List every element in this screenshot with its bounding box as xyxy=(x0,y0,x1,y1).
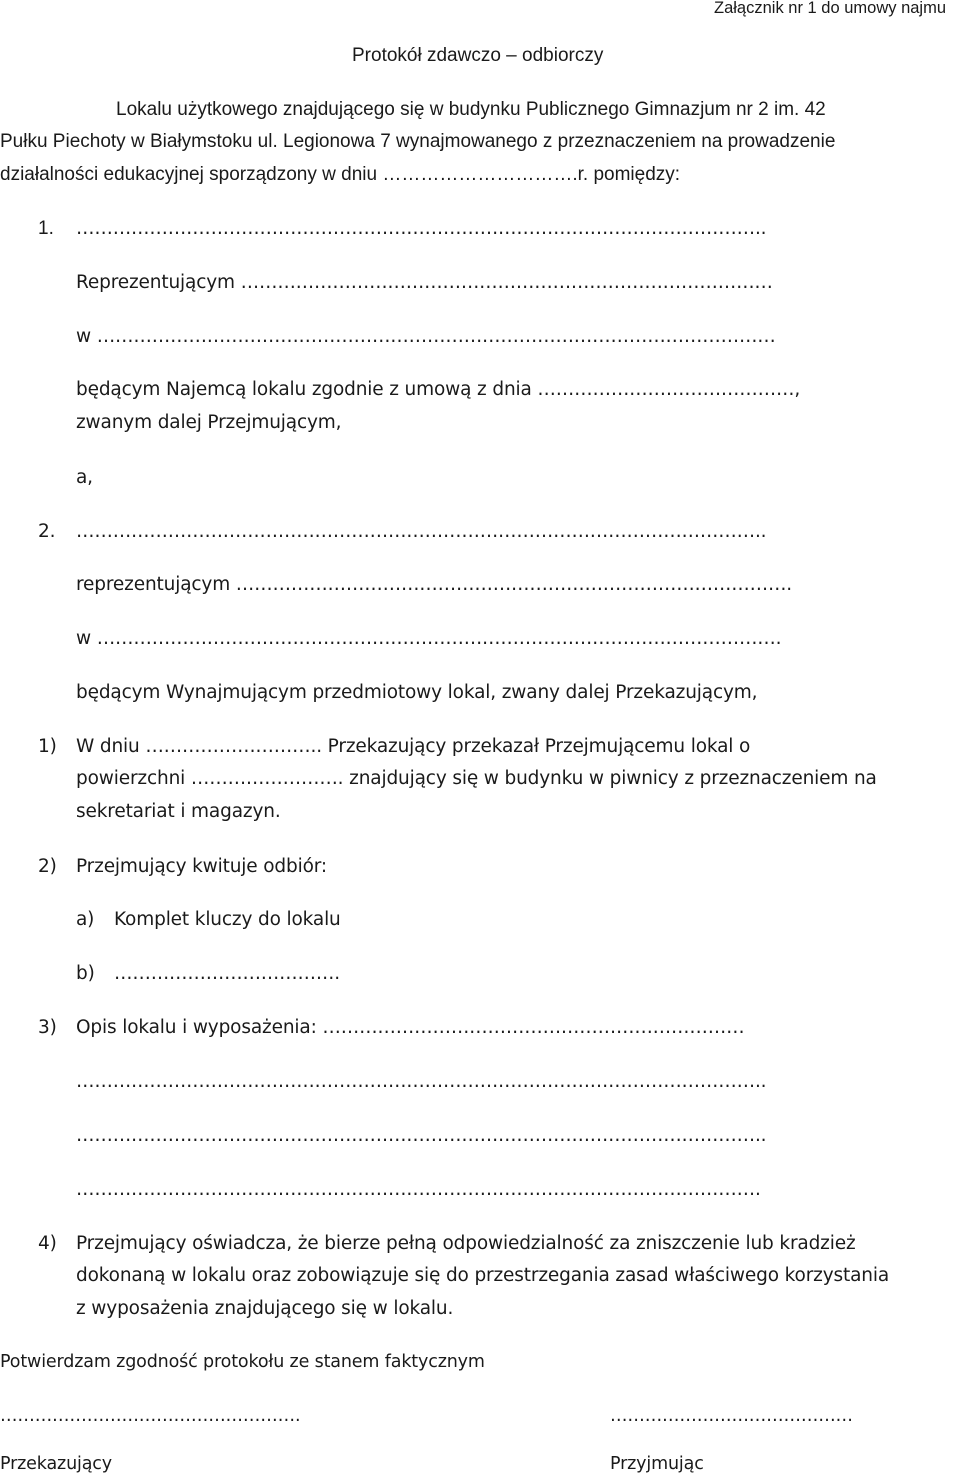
item2-a-text: Komplet kluczy do lokalu xyxy=(114,909,341,930)
item1-line-2: powierzchni ……………………. znajdujący się w budynku w piwnicy z przeznaczeniem na xyxy=(76,768,877,789)
party2-name-field: ………………………………………………………………………………………………….. xyxy=(76,521,767,542)
confirmation-text: Potwierdzam zgodność protokołu ze stanem faktycznym xyxy=(0,1352,485,1372)
document-title: Protokół zdawczo – odbiorczy xyxy=(352,45,604,66)
item4-line-2: dokonaną w lokalu oraz zobowiązuje się do przestrzegania zasad właściwego korzystania xyxy=(76,1265,890,1286)
item3-dots-3: …………………………………………………………………………………………………. xyxy=(76,1179,761,1200)
party1-role-line-1: będącym Najemcą lokalu zgodnie z umową z dnia ……………………………………, xyxy=(76,379,801,400)
party1-location: w ………………………………………………………………………………………………… xyxy=(76,326,776,347)
item1-number: 1) xyxy=(38,736,57,757)
intro-line-3: działalności edukacyjnej sporządzony w dniu ………………………….r. pomiędzy: xyxy=(0,164,681,185)
item4-line-3: z wyposażenia znajdującego się w lokalu. xyxy=(76,1298,454,1319)
party1-name-field: ………………………………………………………………………………………………….. xyxy=(76,218,767,239)
signature-line-right: …………………………………… xyxy=(610,1406,853,1426)
item2-b-text: ………………………………. xyxy=(114,963,340,984)
intro-line-1: Lokalu użytkowego znajdującego się w budynku Publicznego Gimnazjum nr 2 im. 42 xyxy=(116,99,826,120)
item2-text: Przejmujący kwituje odbiór: xyxy=(76,856,327,877)
annex-note: Załącznik nr 1 do umowy najmu xyxy=(714,0,947,17)
party1-role-line-2: zwanym dalej Przejmującym, xyxy=(76,412,342,433)
item2-b-label: b) xyxy=(76,963,95,984)
item2-a-label: a) xyxy=(76,909,95,930)
signature-line-left: ……………………………………………. xyxy=(0,1406,301,1426)
item1-line-3: sekretariat i magazyn. xyxy=(76,801,281,822)
item3-text: Opis lokalu i wyposażenia: …………………………………………………………… xyxy=(76,1017,745,1038)
party1-representative: Reprezentującym …………………………………………………………………………… xyxy=(76,272,773,293)
signature-label-right: Przyjmując xyxy=(610,1454,704,1474)
item3-number: 3) xyxy=(38,1017,57,1038)
party2-role: będącym Wynajmującym przedmiotowy lokal, zwany dalej Przekazującym, xyxy=(76,682,758,703)
signature-label-left: Przekazujący xyxy=(0,1454,112,1474)
item3-dots-2: ………………………………………………………………………………………………….. xyxy=(76,1125,767,1146)
party2-location: w …………………………………………………………………………………………………. xyxy=(76,628,782,649)
party2-representative: reprezentującym ………………………………………………………………………………. xyxy=(76,574,793,595)
item4-line-1: Przejmujący oświadcza, że bierze pełną odpowiedzialność za zniszczenie lub kradzież xyxy=(76,1233,856,1254)
item4-number: 4) xyxy=(38,1233,57,1254)
party2-number: 2. xyxy=(38,521,56,542)
intro-line-2: Pułku Piechoty w Białymstoku ul. Legionowa 7 wynajmowanego z przeznaczeniem na prowadzenie xyxy=(0,131,836,152)
party1-number: 1. xyxy=(38,218,54,239)
item3-dots-1: ………………………………………………………………………………………………….. xyxy=(76,1071,767,1092)
conjunction-and: a, xyxy=(76,467,93,488)
item1-line-1: W dniu ……………………….. Przekazujący przekazał Przejmującemu lokal o xyxy=(76,736,751,757)
item2-number: 2) xyxy=(38,856,57,877)
